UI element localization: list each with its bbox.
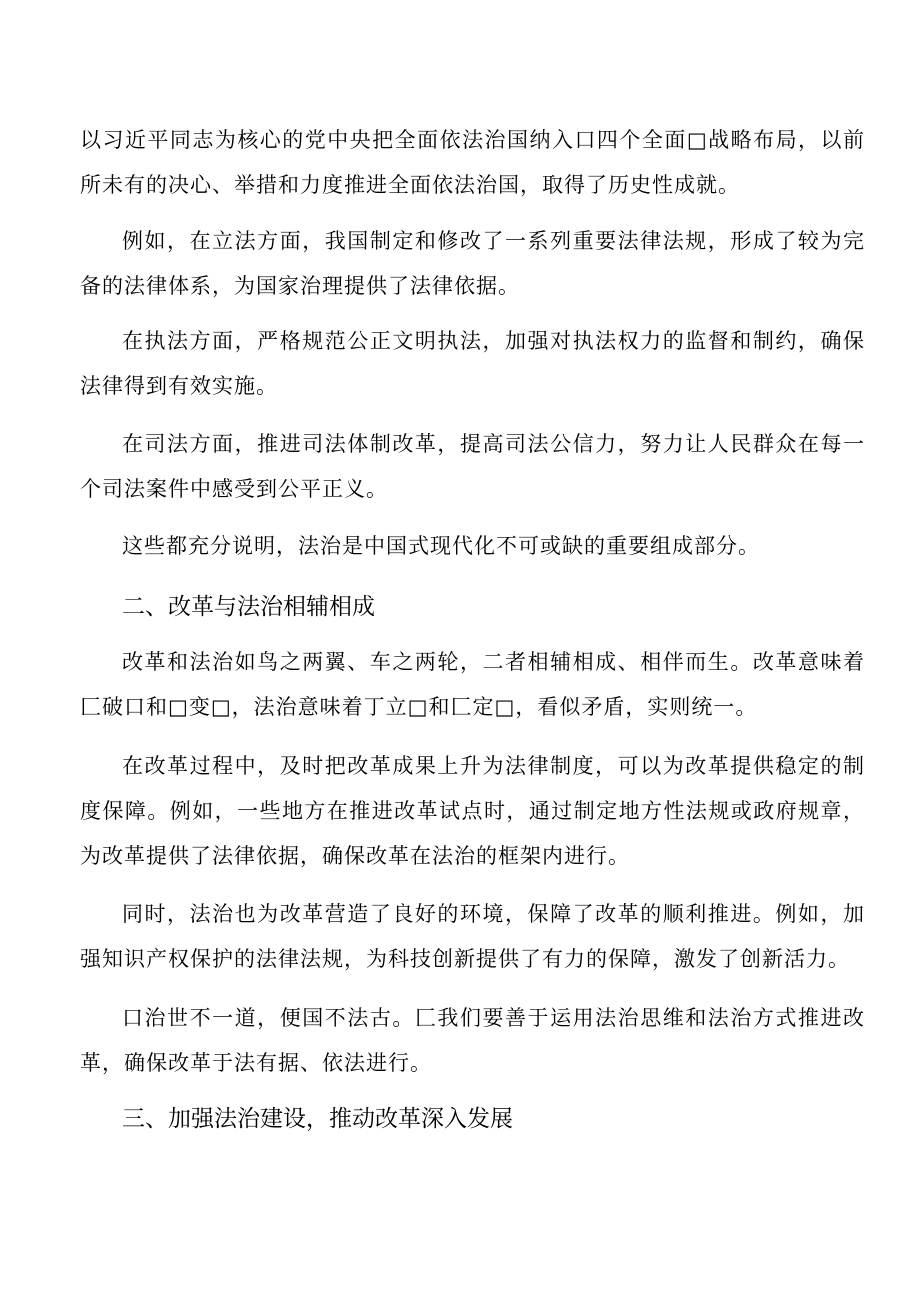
section-heading-3: 三、加强法治建设，推动改革深入发展 [122, 1106, 513, 1132]
paragraph-conclusion: 这些都充分说明，法治是中国式现代化不可或缺的重要组成部分。 [122, 534, 760, 558]
paragraph-quote: 口治世不一道，便国不法古。匚我们要善于运用法治思维和法治方式推进改革，确保改革于法有据、依法进行。 [80, 1006, 865, 1075]
paragraph-intro: 以习近平同志为核心的党中央把全面依法治国纳入口四个全面□战略布局，以前所未有的决心、举措和力度推进全面依法治国，取得了历史性成就。 [80, 128, 865, 197]
section-heading-2: 二、改革与法治相辅相成 [122, 594, 375, 620]
paragraph-reform-and-law: 改革和法治如鸟之两翼、车之两轮，二者相辅相成、相伴而生。改革意味着匚破口和□变□，法治意味着丁立□和匚定□，看似矛盾，实则统一。 [80, 650, 865, 719]
paragraph-rule-of-law-environment: 同时，法治也为改革营造了良好的环境，保障了改革的顺利推进。例如，加强知识产权保护的法律法规，为科技创新提供了有力的保障，激发了创新活力。 [80, 902, 865, 971]
paragraph-reform-process: 在改革过程中，及时把改革成果上升为法律制度，可以为改革提供稳定的制度保障。例如，一些地方在推进改革试点时，通过制定地方性法规或政府规章，为改革提供了法律依据，确保改革在法治的框架内进行。 [80, 754, 865, 868]
paragraph-law-enforcement: 在执法方面，严格规范公正文明执法，加强对执法权力的监督和制约，确保法律得到有效实施。 [80, 329, 865, 398]
paragraph-judiciary: 在司法方面，推进司法体制改革，提高司法公信力，努力让人民群众在每一个司法案件中感受到公平正义。 [80, 432, 865, 501]
paragraph-legislation: 例如，在立法方面，我国制定和修改了一系列重要法律法规，形成了较为完备的法律体系，为国家治理提供了法律依据。 [80, 229, 865, 298]
